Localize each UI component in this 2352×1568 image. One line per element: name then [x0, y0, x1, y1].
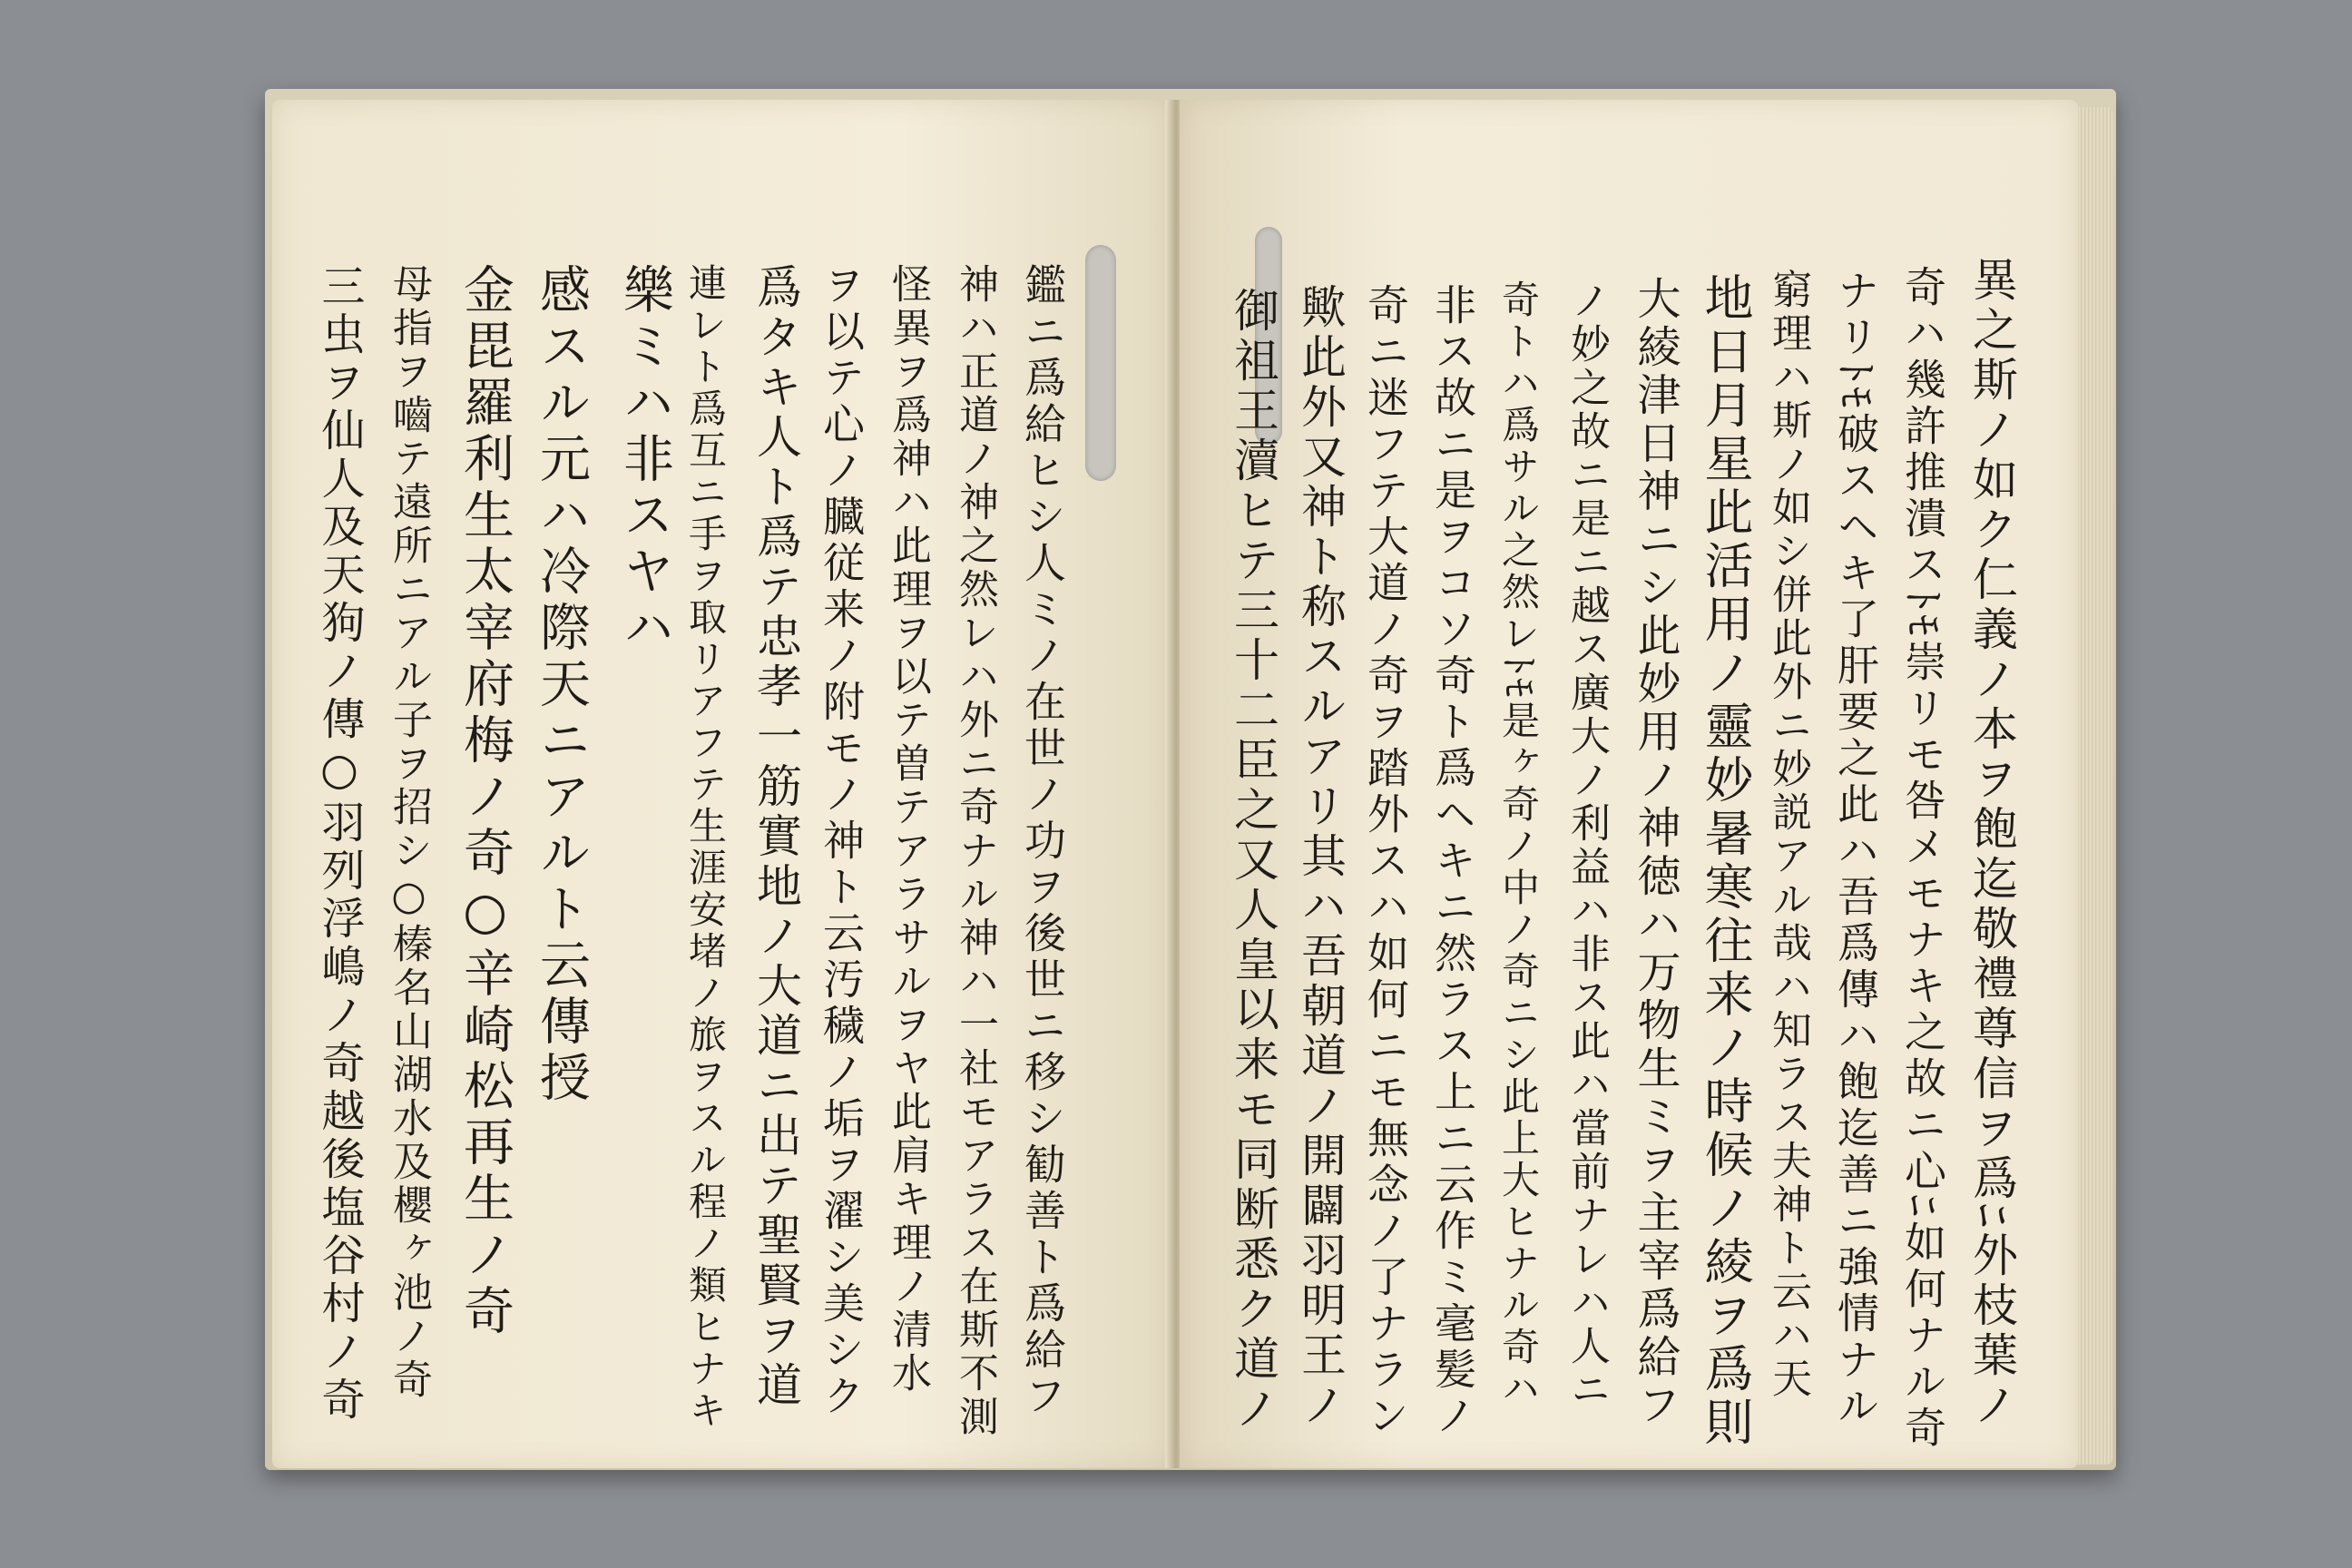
left-col-3: 怪異ヲ爲神ハ此理ヲ以テ曽テアラサルヲヤ此肩キ理ノ清水 [885, 263, 931, 1396]
right-col-10: 奇ニ迷フテ大道ノ奇ヲ踏外スハ如何ニモ無念ノ了ナラン [1361, 283, 1410, 1440]
left-col-4: ヲ以テ心ノ臓従来ノ附モノ神ト云汚穢ノ垢ヲ濯シ美シク [817, 263, 866, 1420]
left-col-9: 金毘羅利生太宰府梅ノ奇○辛崎松再生ノ奇 [456, 263, 514, 1340]
page-edges [2078, 107, 2112, 1465]
left-col-10: 母指ヲ嚙テ遠所ニアル子ヲ招シ○榛名山湖水及櫻ヶ池ノ奇 [386, 263, 432, 1402]
right-col-12: 御祖王瀆ヒテ三十二臣之又人皇以来モ同断悉ク道ノ [1227, 287, 1279, 1435]
right-col-9: 非ス故ニ是ヲコソ奇ト爲ヘキニ然ラス上ニ云作ミ毫髪ノ [1428, 283, 1477, 1440]
right-col-6: 大綾津日神ニシ此妙用ノ神徳ハ万物生ミヲ主宰爲給フ [1630, 276, 1681, 1430]
right-col-4: 窮理ハ斯ノ如シ併此外ニ妙説アル哉ハ知ラス夫神ト云ハ天 [1765, 269, 1811, 1401]
left-col-5: 爲タキ人ト爲テ忠孝一筋實地ノ大道ニ出テ聖賢ヲ道 [750, 263, 802, 1411]
left-col-11: 三虫ヲ仙人及天狗ノ傳○羽列浮嶋ノ奇越後塩谷村ノ奇 [314, 263, 365, 1425]
right-col-7: ノ妙之故ニ是ニ越ス廣大ノ利益ハ非ス此ハ當前ナレハ人ニ [1563, 279, 1610, 1412]
right-col-11: 歟此外又神ト称スルアリ其ハ吾朝道ノ開闢羽明王ノ [1294, 283, 1347, 1431]
left-col-2: 神ハ正道ノ神之然レハ外ニ奇ナル神ハ一社モアラス在斯不測 [952, 263, 998, 1439]
left-col-6: 連レト爲互ニ手ヲ取リアフテ生涯安堵ノ旅ヲスル程ノ類ヒナキ [683, 263, 728, 1432]
right-col-3: ナリﾄﾓ破スヘキ了肝要之此ハ吾爲傳ハ飽迄善ニ強情ナル [1831, 269, 1880, 1430]
right-col-5: 地日月星此活用ノ靈妙暑寒往来ノ時候ノ綾ヲ爲則 [1697, 272, 1754, 1450]
right-col-2: 奇ハ幾許推潰スﾄﾓ崇リモ咎メモナキ之故ニ心ﾆ如何ナル奇 [1898, 265, 1947, 1452]
right-col-8: 奇トハ爲サル之然レﾄﾓ是ヶ奇ノ中ノ奇ニシ此上大ヒナル奇ハ [1496, 279, 1541, 1410]
paper-tear-left [1085, 245, 1116, 481]
right-col-1: 異之斯ノ如ク仁義ノ本ヲ飽迄敬禮尊信ヲ爲ﾆ外枝葉ノ [1965, 256, 2018, 1431]
left-col-8: 感スル元ハ冷際天ニアルト云傳授 [532, 263, 591, 1107]
left-col-1: 鑑ニ爲給ヒシ人ミノ在世ノ功ヲ後世ニ移シ勧善ト爲給フ [1018, 263, 1067, 1420]
left-col-7: 樂ミハ非スヤハ [615, 263, 674, 657]
